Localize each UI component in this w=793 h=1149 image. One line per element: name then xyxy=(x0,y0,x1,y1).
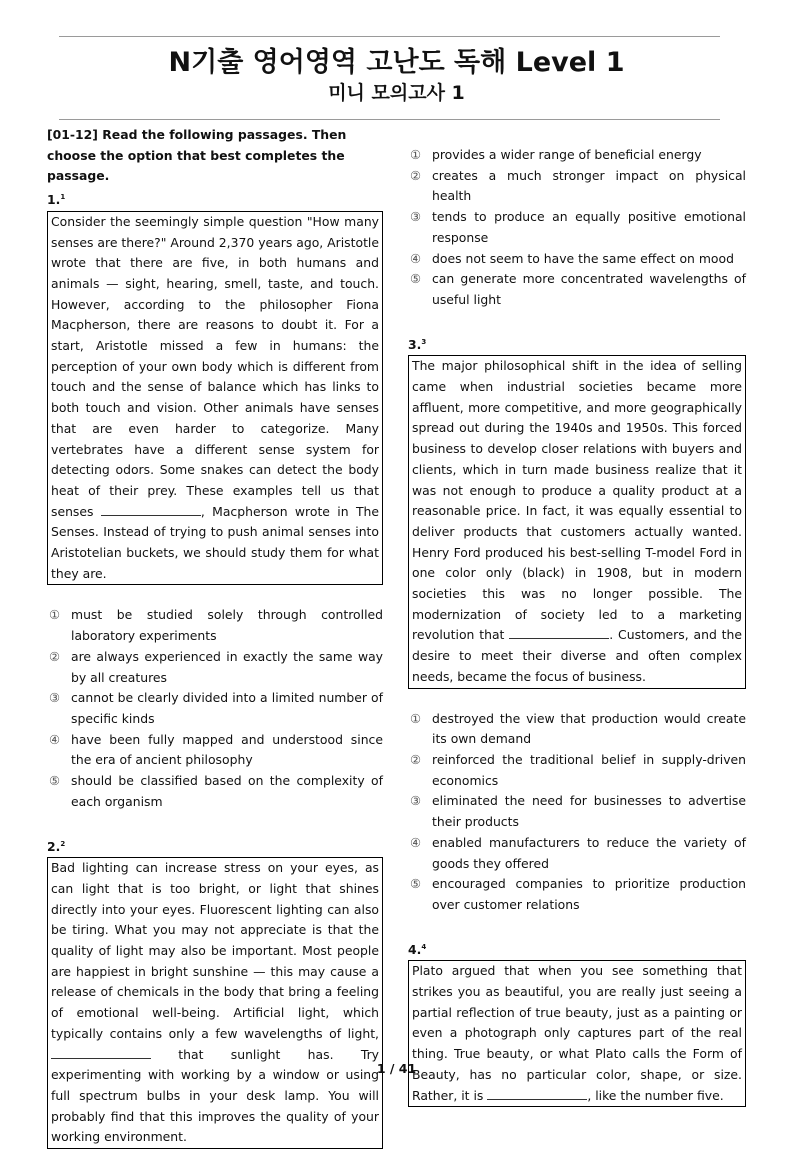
choice-marker: ⑤ xyxy=(49,773,61,789)
choice-marker: ③ xyxy=(410,209,422,225)
footnote-marker: 3 xyxy=(421,337,427,346)
choice-2[interactable]: ② are always experienced in exactly the same way by all creatures xyxy=(49,648,383,685)
question-1-passage: Consider the seemingly simple question "How many senses are there?" Around 2,370 years ago, Aristotle wrote that there are five, in both humans and animals — sight, hearing, smell, taste, and touch. However, according to the philosopher Fiona Macpherson, there are reasons to doubt it. For a start, Aristotle missed a few in humans: the perception of your own body which is different from touch and the sense of balance which has links to both touch and vision. Other animals have senses that are even harder to categorize. Many vertebrates have a different sense system for detecting odors. Some snakes can detect the body heat of their prey. These examples tell us that senses , Macpherson wrote in The Senses. Instead of trying to push animal senses into Aristotelian buckets, we should study them for what they are. xyxy=(47,211,383,586)
page-title: N기출 영어영역 고난도 독해 Level 1 xyxy=(168,47,625,78)
choice-marker: ④ xyxy=(410,834,422,850)
section-instruction: [01-12] Read the following passages. Then choose the option that best completes the passage. xyxy=(47,127,347,184)
choice-marker: ② xyxy=(410,167,422,183)
question-3-passage: The major philosophical shift in the idea of selling came when industrial societies became more affluent, more competitive, and more geographically spread out during the 1940s and 1950s. This forced business to develop closer relations with buyers and clients, which in turn made business realize that it was not enough to produce a quality product at a reasonable price. In fact, it was equally essential to deliver products that customers actually wanted. Henry Ford produced his best-selling T-model Ford in one color only (black) in 1908, but in modern societies this was no longer possible. The modernization of society led to a marketing revolution that . Customers, and the desire to meet their diverse and often complex needs, became the focus of business. xyxy=(408,355,746,688)
choice-4[interactable]: ④ does not seem to have the same effect on mood xyxy=(408,249,746,270)
choice-marker: ③ xyxy=(49,690,61,706)
choice-4[interactable]: ④ have been fully mapped and understood since the era of ancient philosophy xyxy=(49,731,383,768)
choice-3[interactable]: ③ eliminated the need for businesses to advertise their products xyxy=(410,793,746,830)
choice-2[interactable]: ② creates a much stronger impact on physical health xyxy=(410,167,746,204)
question-1-number: 1.$^1$ xyxy=(47,192,66,208)
choice-marker: ② xyxy=(410,751,422,767)
right-column xyxy=(408,145,746,1107)
choice-marker: ⑤ xyxy=(410,876,422,892)
choice-marker: ⑤ xyxy=(410,271,422,287)
choice-4[interactable]: ④ enabled manufacturers to reduce the variety of goods they offered xyxy=(410,834,746,871)
page-number: 1 / 41 xyxy=(376,1061,417,1076)
left-column xyxy=(47,125,383,1149)
choice-marker: ④ xyxy=(410,250,422,266)
title-bottom-rule xyxy=(59,119,720,120)
footnote-marker: 4 xyxy=(421,942,427,951)
choice-3[interactable]: ③ tends to produce an equally positive emotional response xyxy=(410,209,746,245)
question-4-passage: Plato argued that when you see something that strikes you as beautiful, you are really just seeing a partial reflection of true beauty, just as a painting or even a photograph only captures part of the real thing. True beauty, or what Plato calls the Form of Beauty, has no particular color, shape, or size. Rather, it is , like the number five. xyxy=(408,960,746,1107)
question-2-number: 2.$^2$ xyxy=(47,838,66,854)
choice-1[interactable]: ① provides a wider range of beneficial energy xyxy=(408,145,746,166)
question-4-number: 4.$^4$ xyxy=(408,941,427,957)
footnote-marker: 2 xyxy=(60,839,66,848)
question-2-choices xyxy=(408,145,746,311)
choice-marker: ④ xyxy=(49,731,61,747)
choice-5[interactable]: ⑤ encouraged companies to prioritize production over customer relations xyxy=(410,876,746,912)
choice-1[interactable]: ① destroyed the view that production would create its own demand xyxy=(410,710,746,747)
answer-blank xyxy=(51,1046,151,1059)
page-subtitle: 미니 모의고사 1 xyxy=(328,82,465,104)
choice-5[interactable]: ⑤ can generate more concentrated wavelengths of useful light xyxy=(410,271,746,307)
answer-blank xyxy=(101,503,201,516)
top-rule xyxy=(59,36,720,37)
choice-marker: ① xyxy=(410,710,422,726)
choice-2[interactable]: ② reinforced the traditional belief in supply-driven economics xyxy=(410,751,746,788)
choice-marker: ③ xyxy=(410,793,422,809)
choice-1[interactable]: ① must be studied solely through controlled laboratory experiments xyxy=(49,607,383,644)
choice-marker: ① xyxy=(49,607,61,623)
question-3-choices xyxy=(408,709,746,916)
question-2-passage: Bad lighting can increase stress on your eyes, as can light that is too bright, or light that shines directly into your eyes. Fluorescent lighting can also be tiring. What you may not appreciate is that the quality of light may also be important. Most people are happiest in bright sunshine — this may cause a release of chemicals in the body that bring a feeling of emotional well-being. Artificial light, which typically contains only a few wavelengths of light, that sunlight has. Try experimenting with working by a window or using full spectrum bulbs in your desk lamp. You will probably find that this improves the quality of your working environment. xyxy=(47,857,383,1149)
question-1-choices xyxy=(47,605,383,812)
question-3-number: 3.$^3$ xyxy=(408,336,427,352)
footnote-marker: 1 xyxy=(60,193,66,202)
choice-3[interactable]: ③ cannot be clearly divided into a limited number of specific kinds xyxy=(49,690,383,726)
answer-blank xyxy=(509,626,609,639)
choice-5[interactable]: ⑤ should be classified based on the complexity of each organism xyxy=(49,773,383,809)
answer-blank xyxy=(487,1087,587,1100)
choice-marker: ② xyxy=(49,648,61,664)
choice-marker: ① xyxy=(410,147,422,162)
